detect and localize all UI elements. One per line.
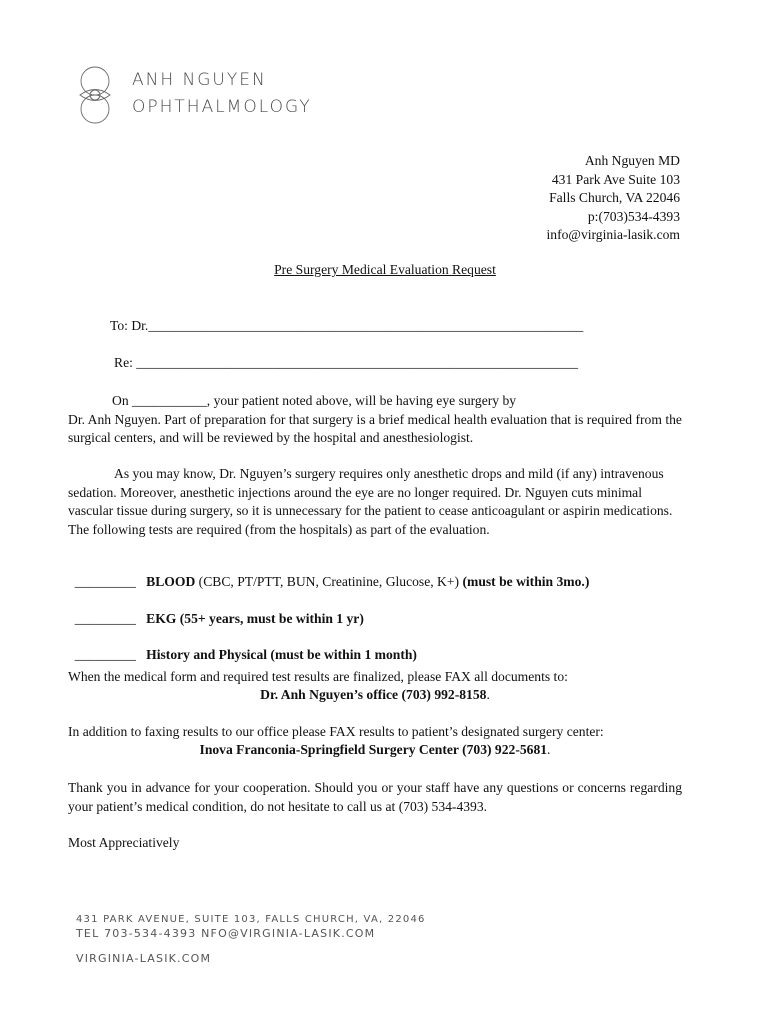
doctor-name: Anh Nguyen MD	[584, 153, 680, 168]
email-address: info@virginia-lasik.com	[546, 227, 680, 243]
street-address: 431 Park Ave Suite 103	[551, 171, 680, 187]
surgery-notice-text: Dr. Anh Nguyen. Part of preparation for that surgery is a brief medical health evaluation that is required from the surgical centers, and will be reviewed by the hospital and anesthesiologist.	[68, 411, 682, 446]
paragraph-anesthesia	[68, 465, 682, 539]
checklist-item-history	[68, 631, 417, 663]
thanks-paragraph: Thank you in advance for your cooperation. Should you or your staff have any questions or concerns regarding your patient’s medical condition, do not hesitate to call us at (703) 534-4393.	[68, 780, 682, 814]
surgery-center-fax-number: Inova Franconia-Springfield Surgery Center (703) 922-5681	[199, 742, 548, 757]
footer-tel: TEL 703-534-4393	[76, 927, 197, 940]
fax-office-intro: When the medical form and required test results are finalized, please FAX all documents to:	[68, 669, 568, 684]
fax-center-target	[68, 742, 682, 758]
checklist-detail: (CBC, PT/PTT, BUN, Creatinine, Glucose, K+)	[195, 574, 463, 589]
phone-number: p:(703)534-4393	[587, 208, 680, 224]
checklist-item-ekg	[68, 595, 364, 627]
document-title: Pre Surgery Medical Evaluation Request	[274, 262, 496, 277]
practice-logo-icon	[76, 64, 114, 126]
letterhead-practice: OPHTHALMOLOGY	[132, 97, 312, 117]
checklist-blank[interactable]: _________	[74, 647, 136, 662]
office-fax-number: Dr. Anh Nguyen’s office (703) 992-8158	[260, 687, 487, 702]
closing-text: Most Appreciatively	[68, 835, 180, 850]
checklist-label: BLOOD	[146, 574, 196, 589]
checklist-note: (must be within 3mo.)	[462, 574, 590, 589]
city-state-zip: Falls Church, VA 22046	[549, 190, 680, 206]
re-patient-field[interactable]: Re: _________________________________________________________________	[114, 355, 579, 370]
fax-center-period: .	[547, 742, 551, 757]
checklist-blank[interactable]: _________	[74, 611, 136, 626]
letterhead-name: ANH NGUYEN	[132, 70, 267, 90]
footer-website[interactable]: VIRGINIA-LASIK.COM	[76, 952, 212, 965]
checklist-blank[interactable]: _________	[74, 574, 136, 589]
fax-office-target	[68, 687, 682, 703]
fax-center-intro: In addition to faxing results to our office please FAX results to patient’s designated surgery center:	[68, 724, 604, 739]
footer-contact	[76, 927, 375, 940]
to-doctor-field[interactable]: To: Dr.________________________________________________________________	[110, 318, 584, 333]
footer-address: 431 PARK AVENUE, SUITE 103, FALLS CHURCH, VA, 22046	[76, 914, 426, 925]
fax-office-period: .	[486, 687, 490, 702]
address-block	[547, 152, 680, 245]
checklist-label: History and Physical (must be within 1 month)	[146, 647, 417, 662]
checklist-label: EKG (55+ years, must be within 1 yr)	[146, 611, 364, 626]
paragraph-surgery-notice	[68, 392, 682, 448]
checklist-item-blood	[68, 558, 589, 590]
anesthesia-text: As you may know, Dr. Nguyen’s surgery requires only anesthetic drops and mild (if any) intravenous sedation. Moreover, anesthetic injections around the eye are no longer required. Dr. Nguyen cuts minimal vascular tissue during surgery, so it is unnecessary for the patient to cease anticoagulant or aspirin medications. The following tests are required (from the hospitals) as part of the evaluation.	[68, 466, 673, 537]
surgery-date-line: On ___________, your patient noted above, will be having eye surgery by	[112, 393, 517, 408]
footer-email[interactable]: NFO@VIRGINIA-LASIK.COM	[201, 927, 376, 940]
